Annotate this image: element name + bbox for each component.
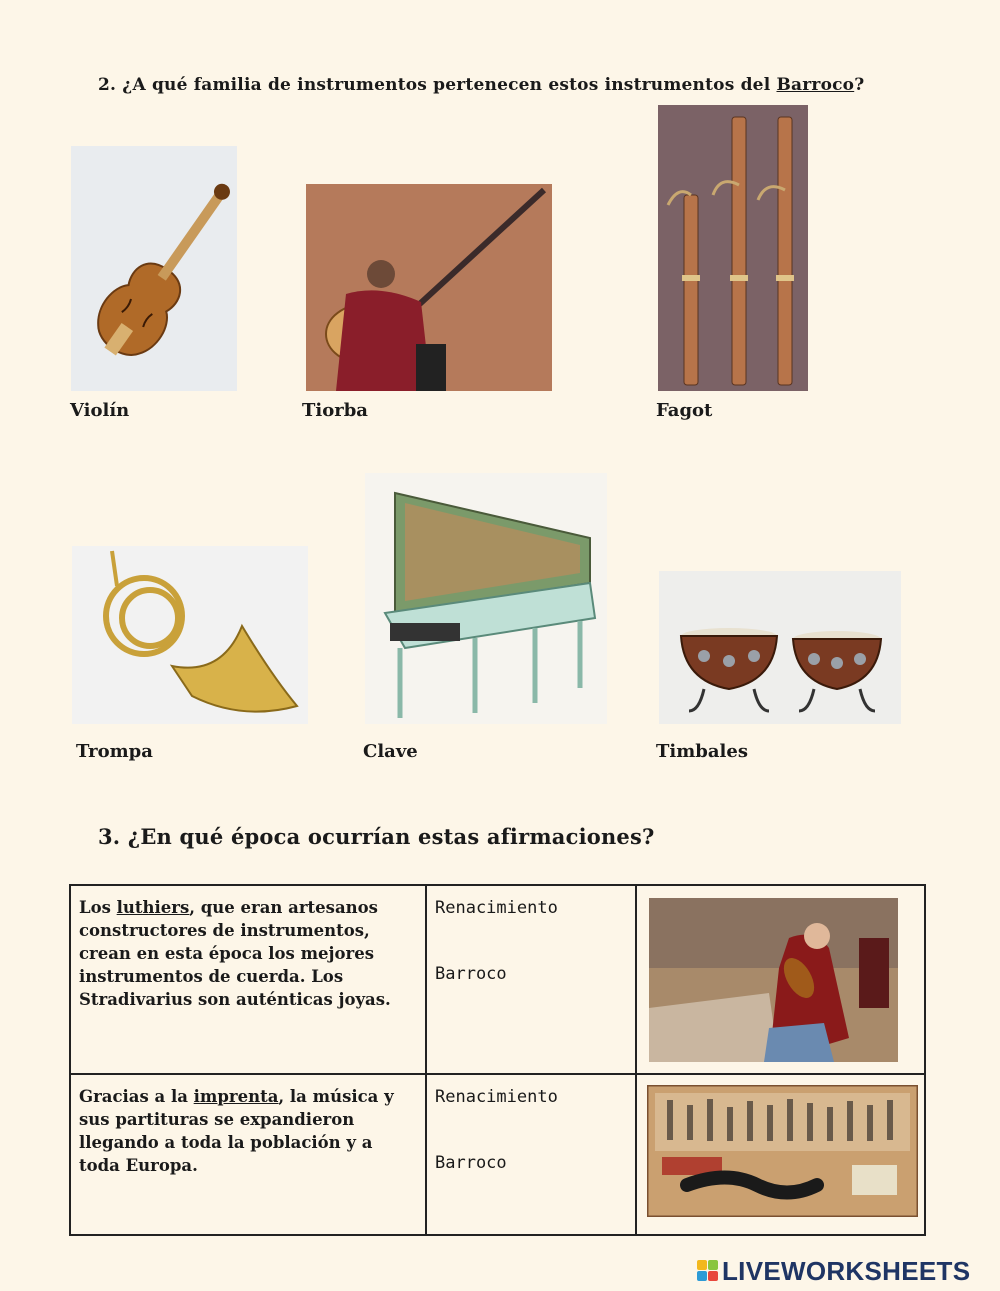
question-3-title: 3. ¿En qué época ocurrían estas afirmaciones?	[98, 824, 655, 849]
liveworksheets-logo	[697, 1256, 970, 1286]
printing-type-box-image	[647, 1085, 918, 1217]
bassoon-image	[658, 105, 808, 391]
statement-cell	[70, 885, 426, 1074]
table-row	[70, 1074, 925, 1235]
imprenta-underlined: imprenta	[193, 1087, 279, 1106]
barroco-underlined: Barroco	[776, 75, 855, 95]
luthier-painting-image	[649, 898, 898, 1062]
option-barroco[interactable]: Barroco	[435, 964, 507, 984]
statement-text-imprenta: Gracias a la imprenta, la música y sus partituras se expandieron llegando a toda la población y a toda Europa.	[79, 1087, 394, 1175]
statements-table	[69, 884, 926, 1236]
option-renacimiento[interactable]: Renacimiento	[435, 898, 558, 918]
image-cell	[636, 885, 925, 1074]
instrument-label-violin: Violín	[70, 400, 130, 421]
harpsichord-image	[365, 473, 607, 724]
instrument-label-fagot: Fagot	[656, 400, 713, 421]
liveworksheets-logo-text: LIVEWORKSHEETS	[722, 1255, 971, 1286]
statement-cell	[70, 1074, 426, 1235]
theorbo-image	[306, 184, 552, 391]
statement-text-luthiers: Los luthiers, que eran artesanos constructores de instrumentos, crean en esta época los mejores instrumentos de cuerda. Los Stradivarius son auténticas joyas.	[79, 898, 391, 1009]
violin-image	[71, 146, 237, 391]
instrument-label-clave: Clave	[363, 741, 418, 762]
image-cell	[636, 1074, 925, 1235]
question-2-title: 2. ¿A qué familia de instrumentos pertenecen estos instrumentos del Barroco?	[98, 75, 865, 95]
timpani-image	[659, 571, 901, 724]
table-row	[70, 885, 925, 1074]
instrument-label-tiorba: Tiorba	[302, 400, 368, 421]
liveworksheets-logo-icon	[697, 1259, 719, 1283]
instrument-label-trompa: Trompa	[76, 741, 153, 762]
horn-image	[72, 546, 308, 724]
option-barroco[interactable]: Barroco	[435, 1153, 507, 1173]
luthiers-underlined: luthiers	[116, 898, 190, 917]
option-renacimiento[interactable]: Renacimiento	[435, 1087, 558, 1107]
instrument-label-timbales: Timbales	[656, 741, 748, 762]
options-cell	[426, 885, 636, 1074]
options-cell	[426, 1074, 636, 1235]
